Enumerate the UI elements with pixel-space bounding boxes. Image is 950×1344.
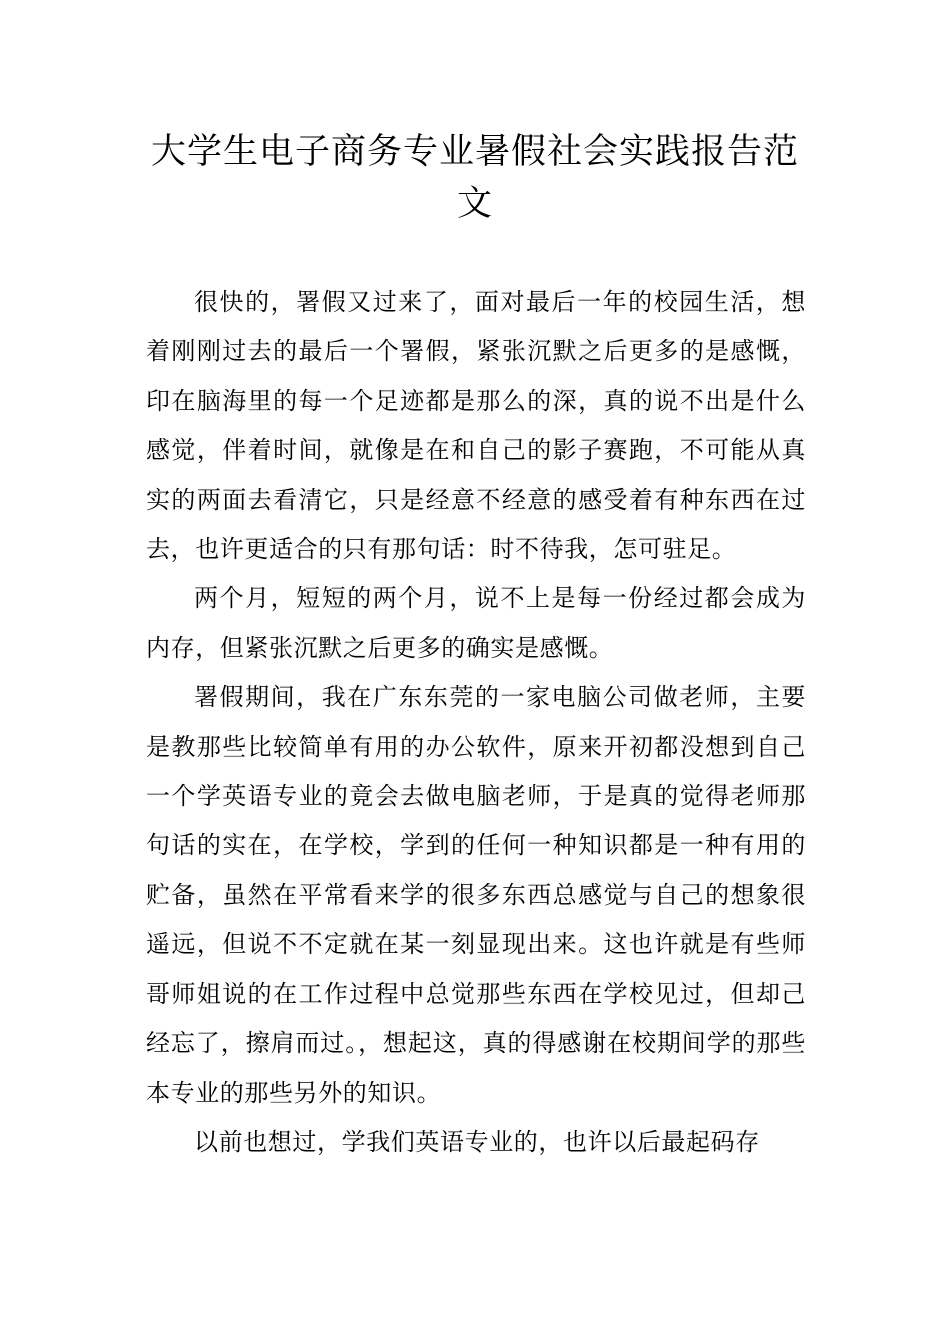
document-title: 大学生电子商务专业暑假社会实践报告范文 xyxy=(150,132,799,224)
paragraph-1: 很快的，署假又过来了，面对最后一年的校园生活，想着刚刚过去的最后一个署假，紧张沉默之后更多的是感慨，印在脑海里的每一个足迹都是那么的深，真的说不出是什么感觉，伴着时间，就像是在和自己的影子赛跑，不可能从真实的两面去看清它，只是经意不经意的感受着有种东西在过去，也许更适合的只有那句话：时不待我，怎可驻足。 xyxy=(146,288,806,564)
paragraph-4: 以前也想过，学我们英语专业的，也许以后最起码存 xyxy=(194,1127,760,1156)
paragraph-3: 署假期间，我在广东东莞的一家电脑公司做老师，主要是教那些比较简单有用的办公软件，原来开初都没想到自己一个学英语专业的竟会去做电脑老师，于是真的觉得老师那句话的实在，在学校，学到的任何一种知识都是一种有用的贮备，虽然在平常看来学的很多东西总感觉与自己的想象很遥远，但说不不定就在某一刻显现出来。这也许就是有些师哥师姐说的在工作过程中总觉那些东西在学校见过，但却己经忘了，擦肩而过。，想起这，真的得感谢在校期间学的那些本专业的那些另外的知识。 xyxy=(146,683,806,1107)
document-body xyxy=(146,278,806,1167)
paragraph-2: 两个月，短短的两个月，说不上是每一份经过都会成为内存，但紧张沉默之后更多的确实是感慨。 xyxy=(146,584,806,662)
